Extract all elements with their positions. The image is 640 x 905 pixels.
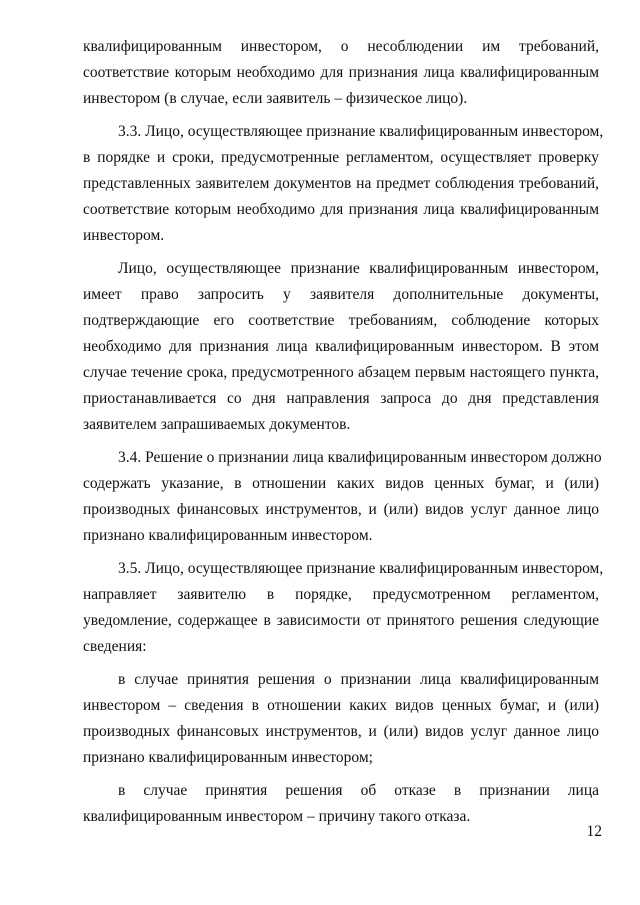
text-line: имеет право запросить у заявителя дополнительные документы, <box>83 286 599 303</box>
text-line: сведения: <box>83 638 147 655</box>
text-line: производных финансовых инструментов, и (или) видов услуг данное лицо <box>83 501 599 518</box>
text-line: инвестором – сведения в отношении каких видов ценных бумаг, и (или) <box>83 697 599 714</box>
text-line: уведомление, содержащее в зависимости от принятого решения следующие <box>83 612 599 629</box>
page-number: 12 <box>586 823 602 840</box>
text-line: квалифицированным инвестором – причину такого отказа. <box>83 808 471 825</box>
text-line: в случае принятия решения о признании лица квалифицированным <box>118 671 599 688</box>
text-line: необходимо для признания лица квалифицированным инвестором. В этом <box>83 338 599 355</box>
text-line: 3.3. Лицо, осуществляющее признание квалифицированным инвестором, <box>118 123 604 140</box>
text-line: в порядке и сроки, предусмотренные регламентом, осуществляет проверку <box>83 149 599 166</box>
text-line: заявителем запрашиваемых документов. <box>83 416 351 433</box>
text-line: признано квалифицированным инвестором. <box>83 527 373 544</box>
text-line: приостанавливается со дня направления запроса до дня представления <box>83 390 599 407</box>
text-line: Лицо, осуществляющее признание квалифицированным инвестором, <box>118 260 599 277</box>
text-line: подтверждающие его соответствие требованиям, соблюдение которых <box>83 312 599 329</box>
text-line: содержать указание, в отношении каких видов ценных бумаг, и (или) <box>83 475 599 492</box>
text-line: инвестором (в случае, если заявитель – физическое лицо). <box>83 90 468 107</box>
text-line: инвестором. <box>83 227 165 244</box>
text-line: соответствие которым необходимо для признания лица квалифицированным <box>83 201 599 218</box>
text-line: 3.4. Решение о признании лица квалифицированным инвестором должно <box>118 449 602 466</box>
text-line: случае течение срока, предусмотренного абзацем первым настоящего пункта, <box>83 364 599 381</box>
text-line: соответствие которым необходимо для признания лица квалифицированным <box>83 64 599 81</box>
text-line: квалифицированным инвестором, о несоблюдении им требований, <box>83 38 599 55</box>
text-line: производных финансовых инструментов, и (или) видов услуг данное лицо <box>83 723 599 740</box>
text-line: признано квалифицированным инвестором; <box>83 749 373 766</box>
text-line: в случае принятия решения об отказе в признании лица <box>118 782 599 799</box>
text-line: направляет заявителю в порядке, предусмотренном регламентом, <box>83 586 599 603</box>
text-line: представленных заявителем документов на предмет соблюдения требований, <box>83 175 599 192</box>
text-line: 3.5. Лицо, осуществляющее признание квалифицированным инвестором, <box>118 560 604 577</box>
